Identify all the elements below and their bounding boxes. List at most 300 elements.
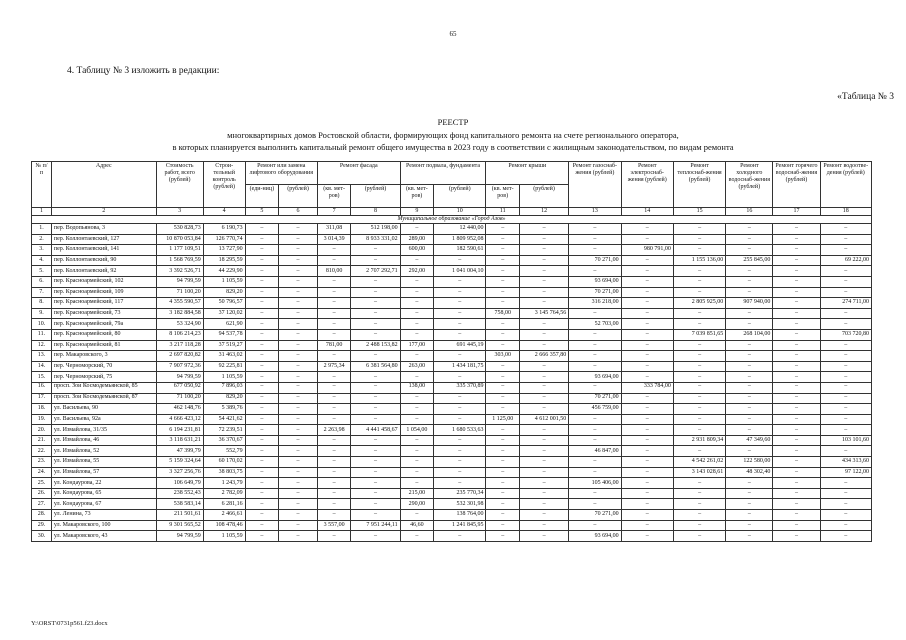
registry-body <box>32 208 872 542</box>
value-cell: 36 370,67 <box>203 435 245 446</box>
value-cell: 980 791,00 <box>621 245 673 256</box>
value-cell: – <box>519 266 568 277</box>
value-cell: – <box>317 298 351 309</box>
value-cell: – <box>773 340 820 351</box>
value-cell: – <box>317 382 351 393</box>
value-cell: 3 557,00 <box>317 520 351 531</box>
value-cell: 2 666 357,80 <box>519 351 568 362</box>
registry-table <box>31 161 872 542</box>
header-basement-sqm: (кв. мет-ров) <box>400 185 434 208</box>
column-number-cell: 13 <box>569 208 621 216</box>
value-cell: – <box>434 478 486 489</box>
value-cell: – <box>773 308 820 319</box>
column-number-cell: 12 <box>519 208 568 216</box>
value-cell: – <box>434 372 486 383</box>
value-cell: – <box>519 319 568 330</box>
header-electric: Ремонт электроснаб-жения (рублей) <box>621 162 673 208</box>
value-cell: – <box>673 245 725 256</box>
value-cell: 255 845,00 <box>726 255 773 266</box>
value-cell: – <box>245 361 279 372</box>
title-line-3: в которых планируется выполнить капитальный ремонт общего имущества в 2023 году в соответствии с жилищным законодательством, по видам ремонта <box>172 142 734 152</box>
value-cell: 13 727,90 <box>203 245 245 256</box>
value-cell: – <box>279 266 318 277</box>
value-cell: 2 263,98 <box>317 425 351 436</box>
value-cell: 94 799,59 <box>156 531 203 542</box>
column-number-cell: 6 <box>279 208 318 216</box>
value-cell: – <box>773 393 820 404</box>
table-row <box>32 393 872 404</box>
table-row <box>32 308 872 319</box>
value-cell: – <box>820 340 871 351</box>
value-cell: – <box>317 499 351 510</box>
value-cell: 677 050,92 <box>156 382 203 393</box>
value-cell: 37 519,27 <box>203 340 245 351</box>
table-row <box>32 499 872 510</box>
value-cell: 37 120,02 <box>203 308 245 319</box>
value-cell: – <box>519 425 568 436</box>
value-cell: – <box>673 425 725 436</box>
header-facade: Ремонт фасада <box>317 162 400 185</box>
table-row <box>32 234 872 245</box>
value-cell: 3 392 526,71 <box>156 266 203 277</box>
value-cell: – <box>279 435 318 446</box>
value-cell: 907 940,00 <box>726 298 773 309</box>
value-cell: – <box>400 414 434 425</box>
row-number-cell: 15. <box>32 372 52 383</box>
value-cell: – <box>245 224 279 235</box>
value-cell: – <box>621 340 673 351</box>
address-cell: пер. Макаровского, 3 <box>51 351 156 362</box>
value-cell: – <box>726 478 773 489</box>
value-cell: – <box>569 467 621 478</box>
address-cell: пер. Красноармейский, 117 <box>51 298 156 309</box>
value-cell: 3 118 631,21 <box>156 435 203 446</box>
value-cell: – <box>351 499 400 510</box>
value-cell: 3 145 764,56 <box>519 308 568 319</box>
value-cell: – <box>317 404 351 415</box>
value-cell: – <box>621 404 673 415</box>
value-cell: – <box>773 478 820 489</box>
value-cell: – <box>820 531 871 542</box>
header-elevator: Ремонт или замена лифтового оборудования <box>245 162 317 185</box>
value-cell: – <box>519 499 568 510</box>
value-cell: 50 796,57 <box>203 298 245 309</box>
value-cell: – <box>279 393 318 404</box>
value-cell: – <box>245 234 279 245</box>
header-sewer: Ремонт водоотве-дения (рублей) <box>820 162 871 208</box>
row-number-cell: 29. <box>32 520 52 531</box>
value-cell: 31 463,02 <box>203 351 245 362</box>
row-number-cell: 19. <box>32 414 52 425</box>
value-cell: – <box>400 457 434 468</box>
value-cell: – <box>569 425 621 436</box>
value-cell: – <box>279 245 318 256</box>
value-cell: – <box>400 372 434 383</box>
value-cell: – <box>351 382 400 393</box>
value-cell: – <box>569 308 621 319</box>
value-cell: 9 301 565,52 <box>156 520 203 531</box>
value-cell: – <box>486 298 520 309</box>
value-cell: – <box>486 361 520 372</box>
value-cell: 52 703,00 <box>569 319 621 330</box>
value-cell: 70 271,00 <box>569 510 621 521</box>
value-cell: 94 799,59 <box>156 372 203 383</box>
value-cell: – <box>400 446 434 457</box>
value-cell: – <box>673 382 725 393</box>
column-number-cell: 15 <box>673 208 725 216</box>
address-cell: пер. Черноморский, 75 <box>51 372 156 383</box>
value-cell: 47 349,60 <box>726 435 773 446</box>
value-cell: – <box>486 499 520 510</box>
value-cell: – <box>621 298 673 309</box>
table-row <box>32 414 872 425</box>
value-cell: 512 198,00 <box>351 224 400 235</box>
value-cell: – <box>486 446 520 457</box>
header-address: Адрес <box>51 162 156 208</box>
value-cell: 93 694,00 <box>569 531 621 542</box>
column-number-cell: 7 <box>317 208 351 216</box>
value-cell: – <box>279 276 318 287</box>
value-cell: – <box>726 531 773 542</box>
value-cell: 1 241 845,95 <box>434 520 486 531</box>
value-cell: – <box>317 287 351 298</box>
value-cell: 333 784,00 <box>621 382 673 393</box>
value-cell: – <box>519 531 568 542</box>
value-cell: – <box>486 425 520 436</box>
address-cell: пер. Коллонтаевский, 90 <box>51 255 156 266</box>
value-cell: – <box>519 276 568 287</box>
value-cell: – <box>279 329 318 340</box>
table-row <box>32 372 872 383</box>
value-cell: 292,00 <box>400 266 434 277</box>
column-number-cell: 10 <box>434 208 486 216</box>
value-cell: 48 302,40 <box>726 467 773 478</box>
table-row <box>32 520 872 531</box>
value-cell: 1 243,79 <box>203 478 245 489</box>
row-number-cell: 7. <box>32 287 52 298</box>
value-cell: – <box>245 457 279 468</box>
value-cell: – <box>279 446 318 457</box>
row-number-cell: 23. <box>32 457 52 468</box>
value-cell: – <box>486 224 520 235</box>
title-line-1: РЕЕСТР <box>437 117 469 127</box>
value-cell: – <box>673 224 725 235</box>
value-cell: 12 440,00 <box>434 224 486 235</box>
header-facade-sqm: (кв. мет-ров) <box>317 185 351 208</box>
value-cell: 46,60 <box>400 520 434 531</box>
value-cell: – <box>351 276 400 287</box>
value-cell: – <box>486 329 520 340</box>
address-cell: пер. Красноармейский, 80 <box>51 329 156 340</box>
value-cell: 2 488 153,82 <box>351 340 400 351</box>
value-cell: 462 148,76 <box>156 404 203 415</box>
value-cell: – <box>569 414 621 425</box>
value-cell: – <box>569 234 621 245</box>
value-cell: – <box>245 382 279 393</box>
value-cell: – <box>486 393 520 404</box>
value-cell: – <box>486 435 520 446</box>
value-cell: – <box>773 224 820 235</box>
column-number-cell: 2 <box>51 208 156 216</box>
value-cell: – <box>245 520 279 531</box>
value-cell: – <box>245 446 279 457</box>
value-cell: – <box>279 467 318 478</box>
value-cell: – <box>673 234 725 245</box>
table-row <box>32 531 872 542</box>
table-row <box>32 361 872 372</box>
value-cell: – <box>673 531 725 542</box>
value-cell: – <box>621 224 673 235</box>
value-cell: – <box>621 234 673 245</box>
value-cell: 2 466,61 <box>203 510 245 521</box>
row-number-cell: 17. <box>32 393 52 404</box>
value-cell: 177,00 <box>400 340 434 351</box>
value-cell: 8 106 214,23 <box>156 329 203 340</box>
value-cell: – <box>773 287 820 298</box>
table-row <box>32 340 872 351</box>
value-cell: – <box>569 520 621 531</box>
address-cell: ул. Васильева, 90 <box>51 404 156 415</box>
value-cell: 274 711,00 <box>820 298 871 309</box>
address-cell: ул. Измайлова, 57 <box>51 467 156 478</box>
table-row <box>32 425 872 436</box>
value-cell: – <box>279 234 318 245</box>
value-cell: 1 680 533,63 <box>434 425 486 436</box>
value-cell: – <box>519 245 568 256</box>
value-cell: – <box>245 393 279 404</box>
value-cell: – <box>245 488 279 499</box>
value-cell: – <box>279 298 318 309</box>
value-cell: – <box>279 224 318 235</box>
table-row <box>32 276 872 287</box>
value-cell: – <box>673 404 725 415</box>
value-cell: – <box>621 329 673 340</box>
value-cell: – <box>279 340 318 351</box>
value-cell: – <box>519 382 568 393</box>
value-cell: 72 239,51 <box>203 425 245 436</box>
value-cell: 10 870 053,84 <box>156 234 203 245</box>
value-cell: – <box>245 245 279 256</box>
value-cell: – <box>773 488 820 499</box>
value-cell: 538 583,14 <box>156 499 203 510</box>
address-cell: ул. Васильева, 92а <box>51 414 156 425</box>
value-cell: – <box>434 446 486 457</box>
value-cell: 6 190,73 <box>203 224 245 235</box>
value-cell: 530 828,73 <box>156 224 203 235</box>
value-cell: – <box>726 425 773 436</box>
table-row <box>32 266 872 277</box>
value-cell: – <box>673 266 725 277</box>
table-row <box>32 245 872 256</box>
value-cell: – <box>820 308 871 319</box>
value-cell: – <box>245 287 279 298</box>
value-cell: – <box>519 478 568 489</box>
value-cell: – <box>673 488 725 499</box>
value-cell: – <box>486 404 520 415</box>
value-cell: 311,08 <box>317 224 351 235</box>
row-number-cell: 6. <box>32 276 52 287</box>
value-cell: – <box>621 425 673 436</box>
value-cell: – <box>569 488 621 499</box>
table-row <box>32 329 872 340</box>
value-cell: 2 805 925,00 <box>673 298 725 309</box>
value-cell: 7 951 244,11 <box>351 520 400 531</box>
value-cell: 97 122,00 <box>820 467 871 478</box>
value-cell: 2 697 820,82 <box>156 351 203 362</box>
value-cell: – <box>673 478 725 489</box>
value-cell: – <box>434 467 486 478</box>
value-cell: – <box>351 245 400 256</box>
value-cell: – <box>317 329 351 340</box>
value-cell: – <box>351 467 400 478</box>
value-cell: 46 847,00 <box>569 446 621 457</box>
value-cell: – <box>486 510 520 521</box>
value-cell: – <box>673 414 725 425</box>
column-number-cell: 3 <box>156 208 203 216</box>
header-basement: Ремонт подвалa, фундамента <box>400 162 486 185</box>
value-cell: – <box>351 298 400 309</box>
value-cell: 691 445,19 <box>434 340 486 351</box>
value-cell: – <box>621 446 673 457</box>
value-cell: 2 782,09 <box>203 488 245 499</box>
value-cell: 69 222,00 <box>820 255 871 266</box>
address-cell: пер. Красноармейский, 109 <box>51 287 156 298</box>
value-cell: – <box>773 425 820 436</box>
header-gas: Ремонт газоснаб-жения (рублей) <box>569 162 621 208</box>
header-hot-water: Ремонт горячего водоснаб-жения (рублей) <box>773 162 820 208</box>
column-number-cell: 16 <box>726 208 773 216</box>
value-cell: 60 170,02 <box>203 457 245 468</box>
header-roof-sqm: (кв. мет-ров) <box>486 185 520 208</box>
value-cell: – <box>773 499 820 510</box>
row-number-cell: 18. <box>32 404 52 415</box>
value-cell: 703 720,80 <box>820 329 871 340</box>
value-cell: – <box>434 319 486 330</box>
title-line-2: многоквартирных домов Ростовской области, формирующих фонд капитального ремонта на счете регионального оператора, <box>227 129 679 140</box>
value-cell: 94 799,59 <box>156 276 203 287</box>
value-cell: 2 707 292,71 <box>351 266 400 277</box>
value-cell: 44 229,90 <box>203 266 245 277</box>
value-cell: – <box>279 510 318 521</box>
value-cell: – <box>279 520 318 531</box>
address-cell: просп. Зои Космодемьянской, 87 <box>51 393 156 404</box>
header-basement-rub: (рублей) <box>434 185 486 208</box>
value-cell: 8 933 331,02 <box>351 234 400 245</box>
value-cell: – <box>245 276 279 287</box>
value-cell: – <box>351 287 400 298</box>
value-cell: – <box>245 499 279 510</box>
value-cell: – <box>400 351 434 362</box>
value-cell: – <box>820 361 871 372</box>
value-cell: – <box>279 255 318 266</box>
value-cell: – <box>317 245 351 256</box>
column-number-cell: 18 <box>820 208 871 216</box>
value-cell: 335 370,89 <box>434 382 486 393</box>
value-cell: – <box>726 319 773 330</box>
value-cell: 2 931 809,34 <box>673 435 725 446</box>
value-cell: – <box>773 372 820 383</box>
value-cell: – <box>434 351 486 362</box>
value-cell: 289,00 <box>400 234 434 245</box>
value-cell: – <box>400 329 434 340</box>
value-cell: – <box>434 287 486 298</box>
value-cell: – <box>773 255 820 266</box>
value-cell: – <box>673 351 725 362</box>
value-cell: – <box>726 510 773 521</box>
value-cell: 4 441 458,67 <box>351 425 400 436</box>
value-cell: 456 759,00 <box>569 404 621 415</box>
value-cell: – <box>820 425 871 436</box>
value-cell: 7 907 972,36 <box>156 361 203 372</box>
value-cell: – <box>673 372 725 383</box>
address-cell: ул. Измайлова, 46 <box>51 435 156 446</box>
value-cell: – <box>519 404 568 415</box>
value-cell: – <box>569 435 621 446</box>
value-cell: – <box>279 531 318 542</box>
value-cell: – <box>279 361 318 372</box>
value-cell: – <box>279 287 318 298</box>
value-cell: – <box>486 457 520 468</box>
value-cell: – <box>621 255 673 266</box>
value-cell: – <box>569 382 621 393</box>
value-cell: – <box>820 488 871 499</box>
value-cell: – <box>351 308 400 319</box>
value-cell: – <box>773 457 820 468</box>
value-cell: 4 666 423,12 <box>156 414 203 425</box>
footer-file-path: Y:\ORST\0731p561.f23.docx <box>31 620 108 627</box>
value-cell: – <box>351 404 400 415</box>
column-number-cell: 1 <box>32 208 52 216</box>
column-number-cell: 9 <box>400 208 434 216</box>
value-cell: – <box>279 382 318 393</box>
value-cell: – <box>621 276 673 287</box>
value-cell: 92 225,81 <box>203 361 245 372</box>
value-cell: – <box>726 224 773 235</box>
value-cell: – <box>245 510 279 521</box>
value-cell: – <box>351 457 400 468</box>
value-cell: – <box>673 340 725 351</box>
value-cell: – <box>726 488 773 499</box>
value-cell: 3 014,39 <box>317 234 351 245</box>
value-cell: – <box>279 351 318 362</box>
value-cell: – <box>279 414 318 425</box>
value-cell: – <box>245 372 279 383</box>
value-cell: 6 281,16 <box>203 499 245 510</box>
value-cell: 122 580,00 <box>726 457 773 468</box>
value-cell: – <box>773 266 820 277</box>
value-cell: – <box>569 361 621 372</box>
value-cell: – <box>569 340 621 351</box>
value-cell: – <box>400 298 434 309</box>
row-number-cell: 26. <box>32 488 52 499</box>
value-cell: – <box>820 478 871 489</box>
value-cell: – <box>519 372 568 383</box>
value-cell: 5 159 324,64 <box>156 457 203 468</box>
value-cell: 108 478,46 <box>203 520 245 531</box>
address-cell: ул. Кондаурова, 67 <box>51 499 156 510</box>
value-cell: – <box>434 404 486 415</box>
value-cell: – <box>773 351 820 362</box>
value-cell: 316 218,00 <box>569 298 621 309</box>
value-cell: – <box>245 435 279 446</box>
header-elevator-units: (еди-ниц) <box>245 185 279 208</box>
value-cell: – <box>820 319 871 330</box>
value-cell: – <box>486 255 520 266</box>
value-cell: – <box>820 446 871 457</box>
value-cell: – <box>773 319 820 330</box>
value-cell: – <box>245 351 279 362</box>
row-number-cell: 30. <box>32 531 52 542</box>
